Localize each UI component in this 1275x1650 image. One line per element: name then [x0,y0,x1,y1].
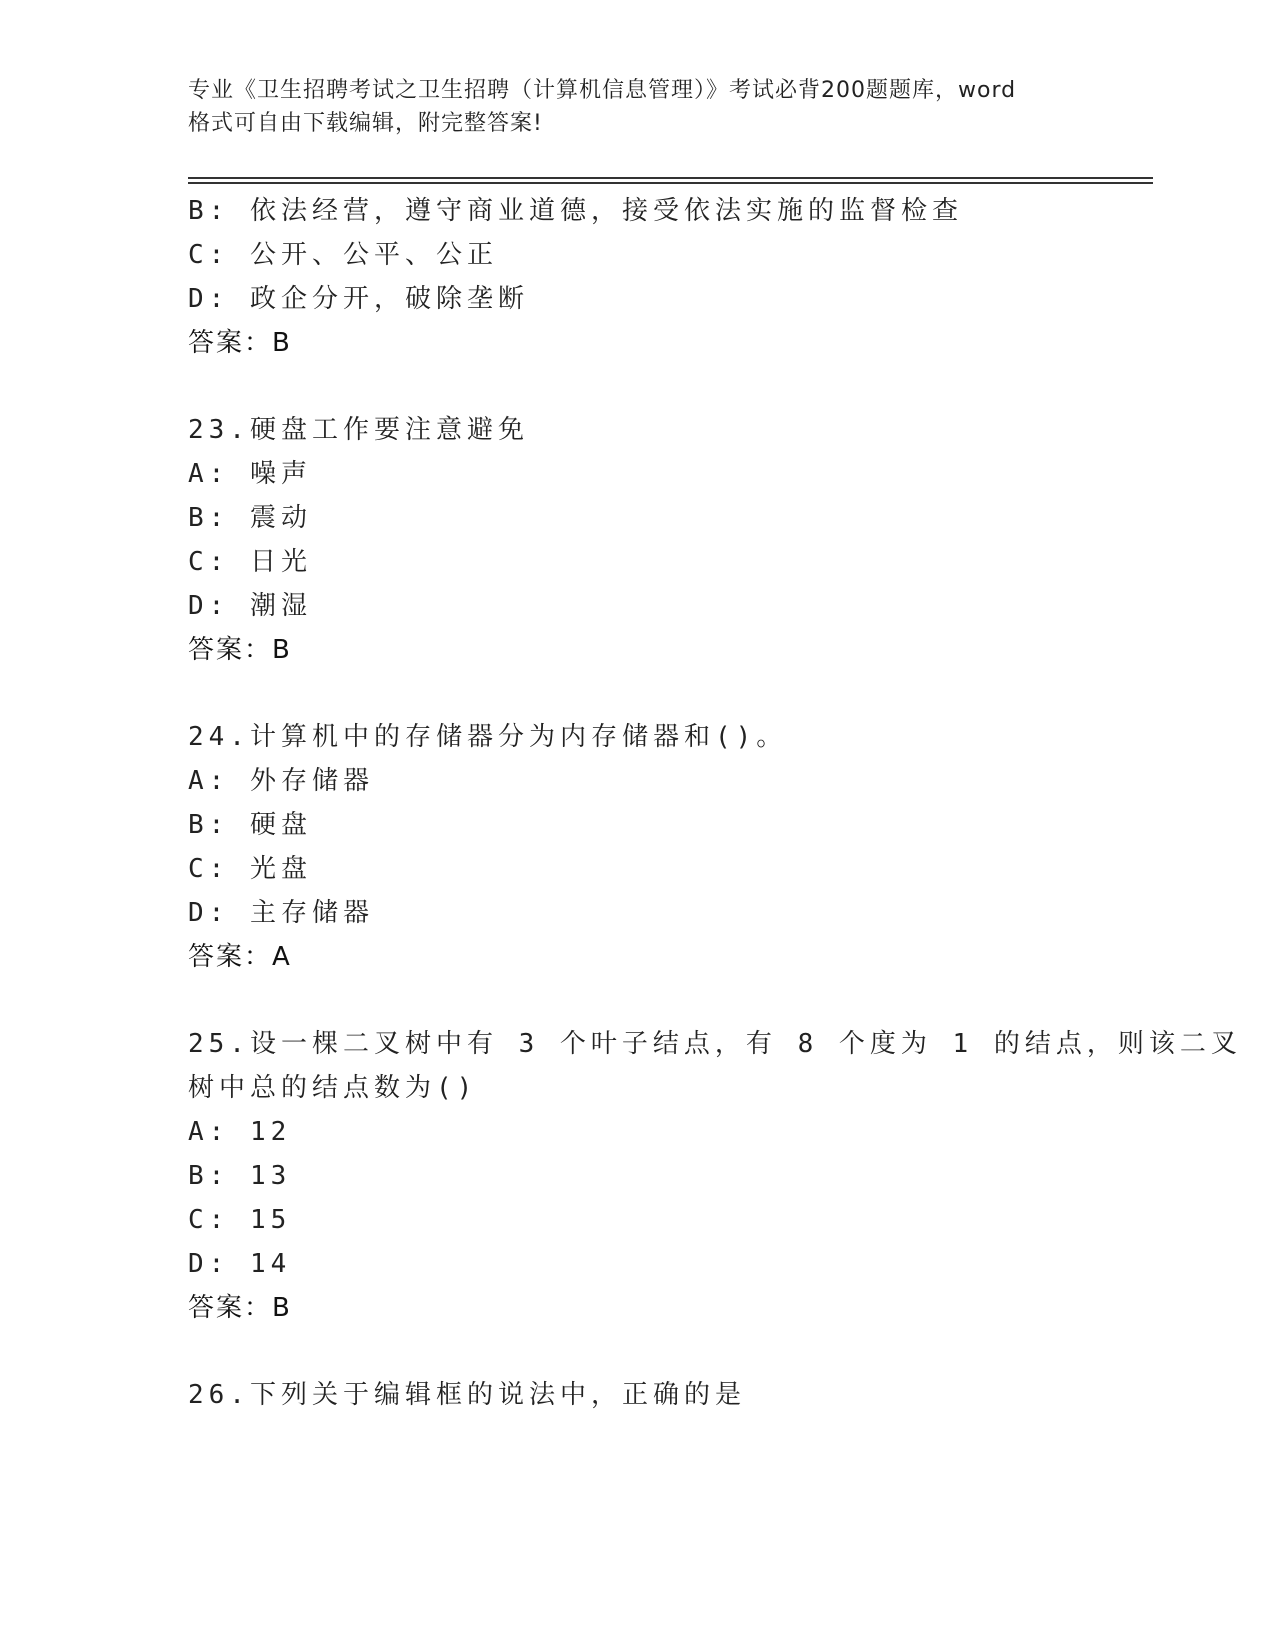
q23-option-d: D: 潮湿 [188,591,312,621]
q24-option-c: C: 光盘 [188,854,312,884]
q23-question: 23.硬盘工作要注意避免 [188,415,529,445]
q22-option-b: B: 依法经营，遵守商业道德，接受依法实施的监督检查 [188,196,963,226]
q25-question-line-1: 25.设一棵二叉树中有 3 个叶子结点，有 8 个度为 1 的结点，则该二叉 [188,1029,1242,1059]
q22-option-d: D: 政企分开，破除垄断 [188,284,529,314]
q22-option-c: C: 公开、公平、公正 [188,240,498,270]
q26-question: 26.下列关于编辑框的说法中，正确的是 [188,1380,746,1410]
header-line-2: 格式可自由下载编辑，附完整答案! [188,111,543,136]
header-divider-top [188,177,1153,179]
q25-option-c: C: 15 [188,1205,292,1235]
q23-option-c: C: 日光 [188,547,312,577]
header-line-1: 专业《卫生招聘考试之卫生招聘（计算机信息管理）》考试必背200题题库，word [188,78,1017,103]
q24-option-d: D: 主存储器 [188,898,374,928]
q22-answer: 答案：B [188,328,292,358]
q25-option-a: A: 12 [188,1117,292,1147]
q24-answer: 答案：A [188,942,292,972]
q25-question-line-2: 树中总的结点数为() [188,1073,478,1103]
q25-option-b: B: 13 [188,1161,292,1191]
q25-answer: 答案：B [188,1293,292,1323]
q24-option-a: A: 外存储器 [188,766,374,796]
q24-option-b: B: 硬盘 [188,810,312,840]
document-header [188,74,1088,140]
q23-option-b: B: 震动 [188,503,312,533]
q24-question: 24.计算机中的存储器分为内存储器和()。 [188,722,788,752]
q23-option-a: A: 噪声 [188,459,312,489]
header-divider-bottom [188,182,1153,184]
q23-answer: 答案：B [188,635,292,665]
q25-option-d: D: 14 [188,1249,292,1279]
